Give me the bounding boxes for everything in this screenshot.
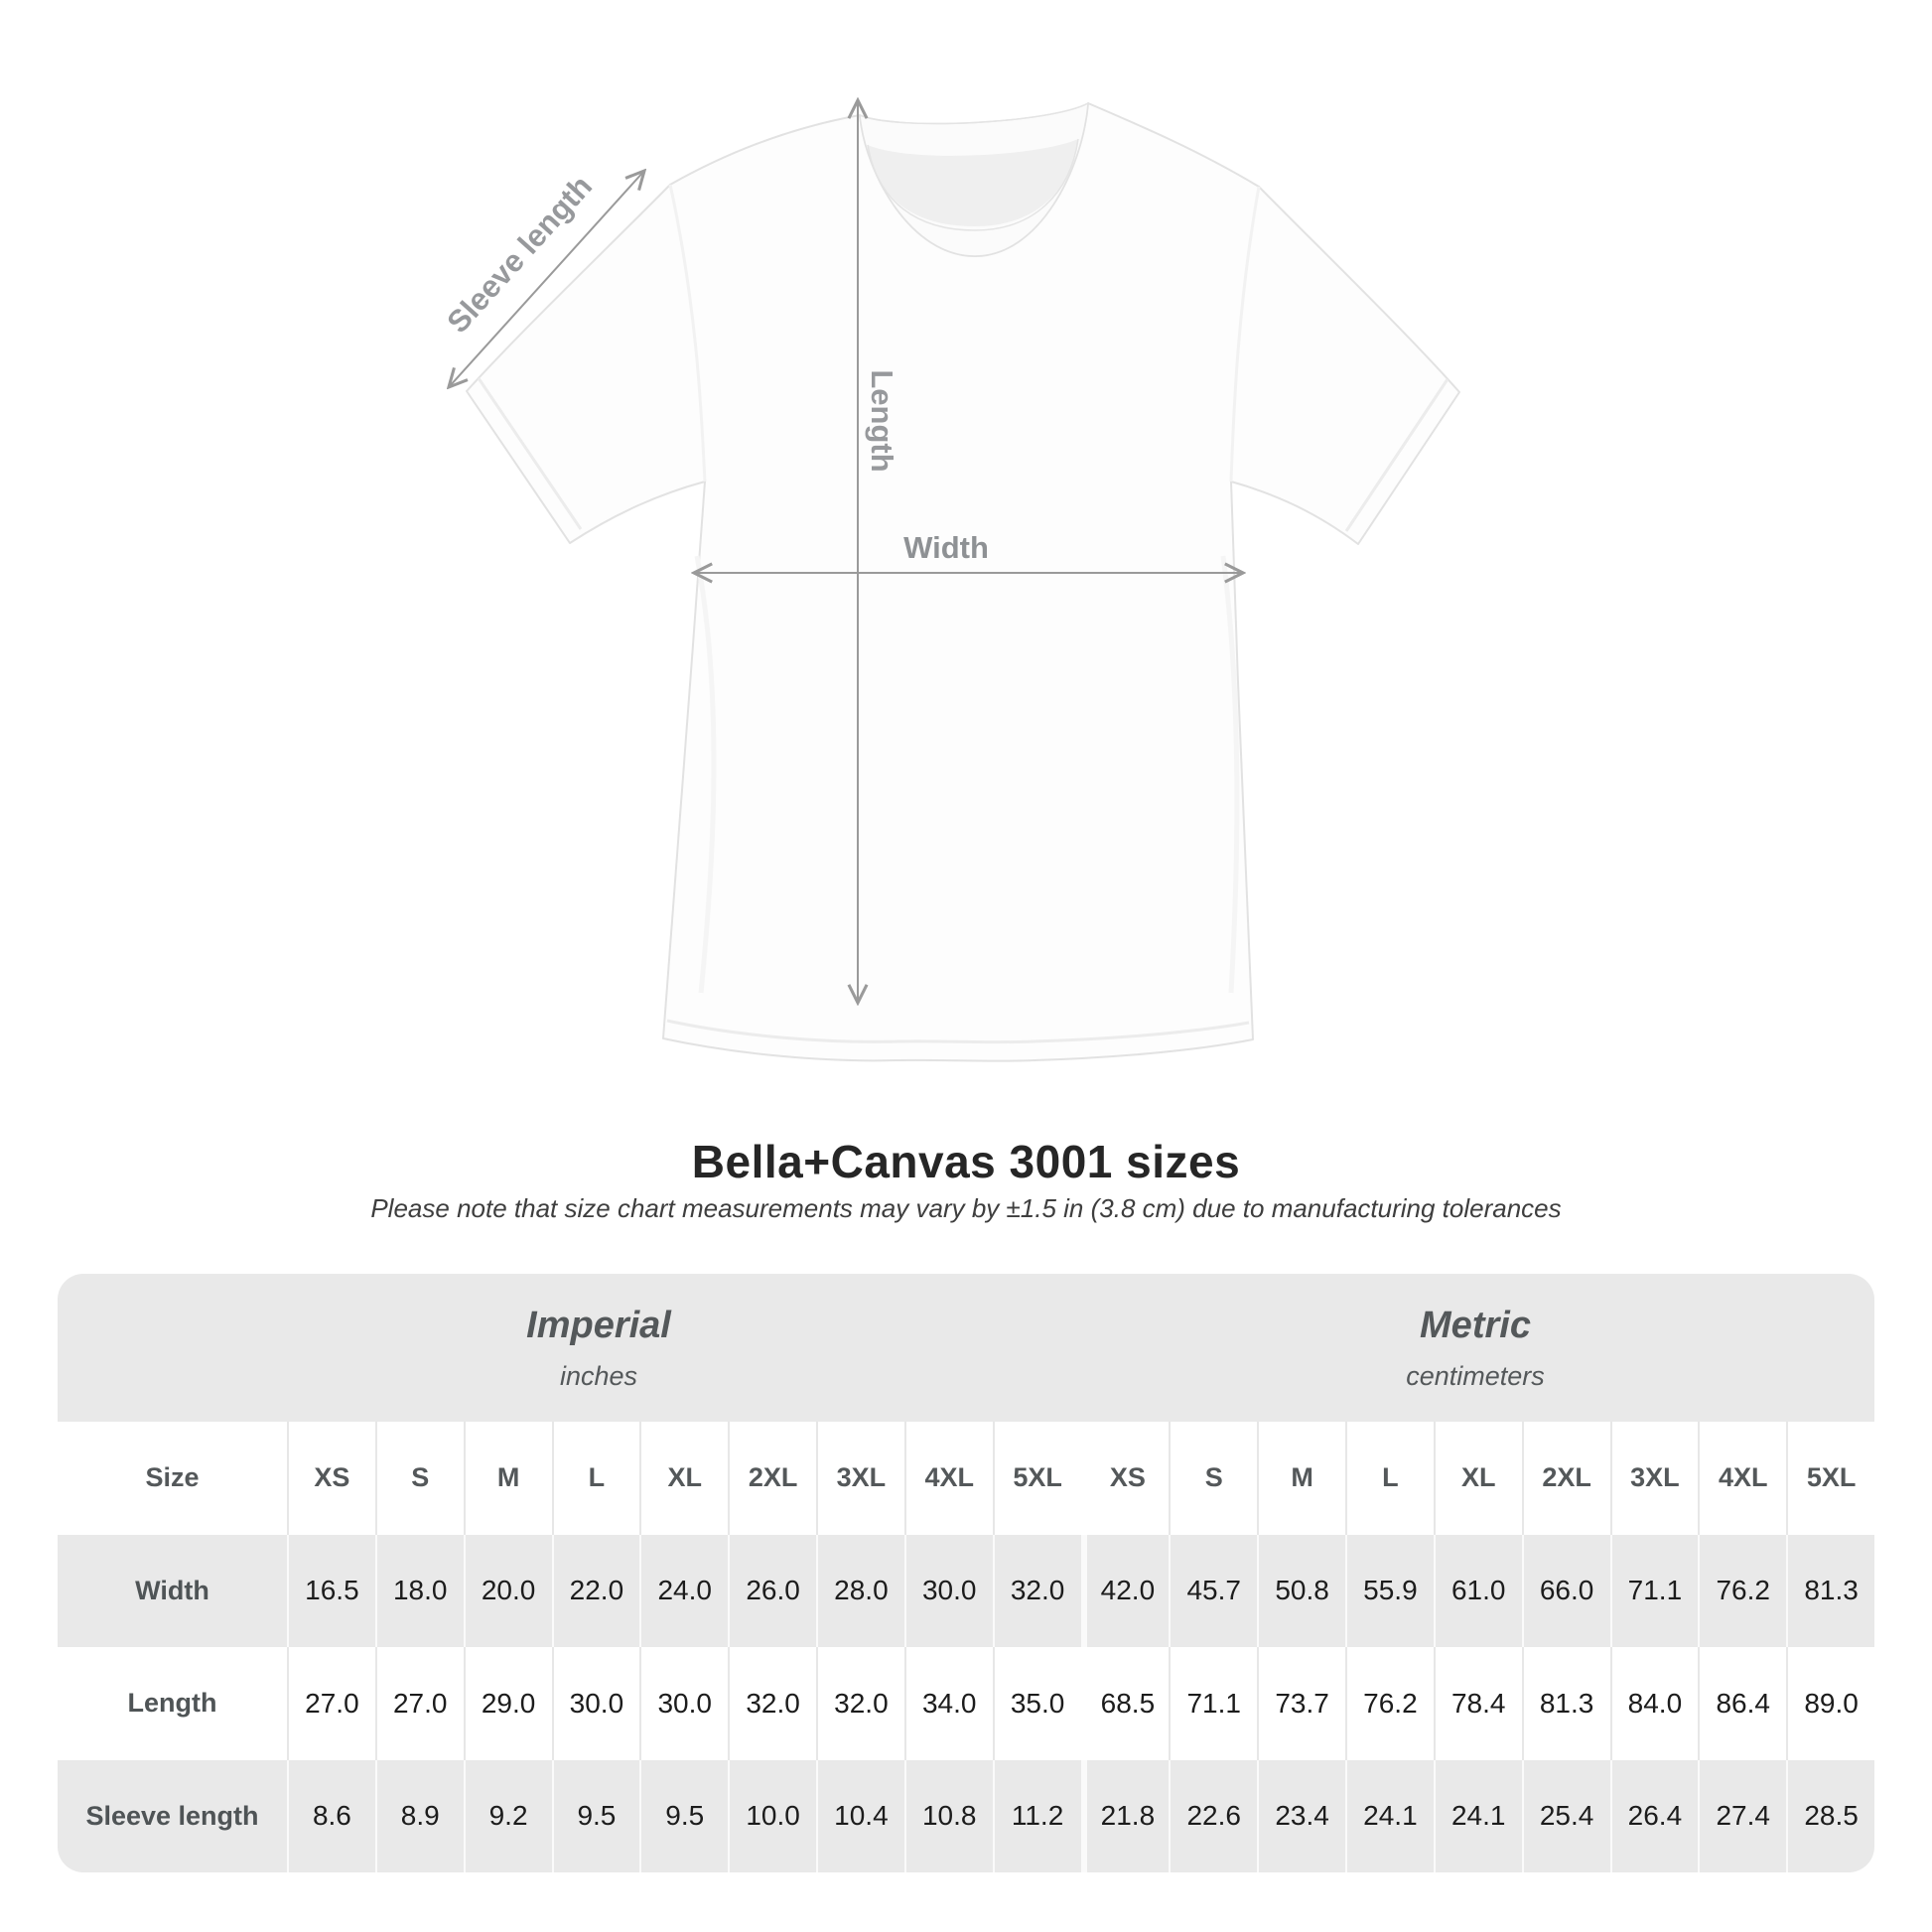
value-cell: 21.8: [1081, 1760, 1170, 1873]
size-column-header: Size: [58, 1422, 287, 1535]
value-cell: 10.0: [728, 1760, 816, 1873]
imperial-label: Imperial: [526, 1304, 671, 1346]
value-cell: 9.5: [639, 1760, 728, 1873]
value-cell: 9.2: [464, 1760, 552, 1873]
value-cell: 84.0: [1610, 1647, 1699, 1760]
value-cell: 10.4: [816, 1760, 904, 1873]
value-cell: 45.7: [1169, 1535, 1257, 1648]
value-cell: 50.8: [1257, 1535, 1345, 1648]
value-cell: 71.1: [1610, 1535, 1699, 1648]
value-cell: 89.0: [1786, 1647, 1874, 1760]
size-table: [58, 1274, 1874, 1872]
value-cell: 78.4: [1434, 1647, 1522, 1760]
value-cell: 9.5: [552, 1760, 640, 1873]
value-cell: 22.0: [552, 1535, 640, 1648]
value-cell: 76.2: [1345, 1647, 1434, 1760]
value-cell: 30.0: [904, 1535, 993, 1648]
metric-label: Metric: [1420, 1304, 1531, 1346]
value-cell: 81.3: [1786, 1535, 1874, 1648]
value-cell: 76.2: [1698, 1535, 1786, 1648]
row-label: Sleeve length: [58, 1760, 287, 1873]
metric-group-header: [1406, 1274, 1545, 1422]
value-cell: 25.4: [1522, 1760, 1610, 1873]
length-label: Length: [865, 369, 899, 473]
size-header-cell: XS: [287, 1422, 375, 1535]
value-cell: 81.3: [1522, 1647, 1610, 1760]
value-cell: 27.0: [375, 1647, 464, 1760]
size-header-cell: 5XL: [1786, 1422, 1874, 1535]
value-cell: 61.0: [1434, 1535, 1522, 1648]
value-cell: 8.9: [375, 1760, 464, 1873]
width-label: Width: [903, 530, 989, 565]
size-header-cell: L: [552, 1422, 640, 1535]
value-cell: 42.0: [1081, 1535, 1170, 1648]
value-cell: 23.4: [1257, 1760, 1345, 1873]
value-cell: 10.8: [904, 1760, 993, 1873]
value-cell: 32.0: [993, 1535, 1081, 1648]
value-cell: 34.0: [904, 1647, 993, 1760]
value-cell: 66.0: [1522, 1535, 1610, 1648]
value-cell: 26.0: [728, 1535, 816, 1648]
value-cell: 26.4: [1610, 1760, 1699, 1873]
page-title: Bella+Canvas 3001 sizes: [691, 1136, 1241, 1187]
metric-unit-label: centimeters: [1406, 1360, 1545, 1391]
size-header-cell: 2XL: [728, 1422, 816, 1535]
value-cell: 8.6: [287, 1760, 375, 1873]
row-label: Width: [58, 1535, 287, 1648]
sleeve-length-label: Sleeve length: [440, 169, 600, 340]
imperial-group-header: [526, 1274, 671, 1422]
size-header-cell: XS: [1081, 1422, 1170, 1535]
value-cell: 27.4: [1698, 1760, 1786, 1873]
value-cell: 32.0: [816, 1647, 904, 1760]
size-header-cell: 2XL: [1522, 1422, 1610, 1535]
unit-group-band: [58, 1274, 1874, 1422]
value-cell: 28.5: [1786, 1760, 1874, 1873]
value-cell: 73.7: [1257, 1647, 1345, 1760]
value-cell: 29.0: [464, 1647, 552, 1760]
value-cell: 20.0: [464, 1535, 552, 1648]
size-header-cell: L: [1345, 1422, 1434, 1535]
value-cell: 32.0: [728, 1647, 816, 1760]
value-cell: 24.1: [1345, 1760, 1434, 1873]
size-header-cell: 4XL: [1698, 1422, 1786, 1535]
value-cell: 35.0: [993, 1647, 1081, 1760]
value-cell: 71.1: [1169, 1647, 1257, 1760]
size-header-cell: XL: [1434, 1422, 1522, 1535]
value-cell: 22.6: [1169, 1760, 1257, 1873]
value-cell: 24.0: [639, 1535, 728, 1648]
value-cell: 86.4: [1698, 1647, 1786, 1760]
value-cell: 18.0: [375, 1535, 464, 1648]
value-cell: 68.5: [1081, 1647, 1170, 1760]
page-subtitle: Please note that size chart measurements may vary by ±1.5 in (3.8 cm) due to manufacturing tolerances: [370, 1193, 1562, 1223]
value-cell: 28.0: [816, 1535, 904, 1648]
size-header-cell: 5XL: [993, 1422, 1081, 1535]
size-header-cell: 3XL: [1610, 1422, 1699, 1535]
value-cell: 27.0: [287, 1647, 375, 1760]
size-header-cell: 4XL: [904, 1422, 993, 1535]
row-label: Length: [58, 1647, 287, 1760]
value-cell: 11.2: [993, 1760, 1081, 1873]
size-header-cell: M: [464, 1422, 552, 1535]
size-header-cell: 3XL: [816, 1422, 904, 1535]
size-header-cell: M: [1257, 1422, 1345, 1535]
value-cell: 16.5: [287, 1535, 375, 1648]
value-cell: 30.0: [639, 1647, 728, 1760]
value-cell: 24.1: [1434, 1760, 1522, 1873]
value-cell: 30.0: [552, 1647, 640, 1760]
size-header-cell: XL: [639, 1422, 728, 1535]
size-header-cell: S: [1169, 1422, 1257, 1535]
size-header-cell: S: [375, 1422, 464, 1535]
imperial-unit-label: inches: [559, 1360, 638, 1391]
value-cell: 55.9: [1345, 1535, 1434, 1648]
